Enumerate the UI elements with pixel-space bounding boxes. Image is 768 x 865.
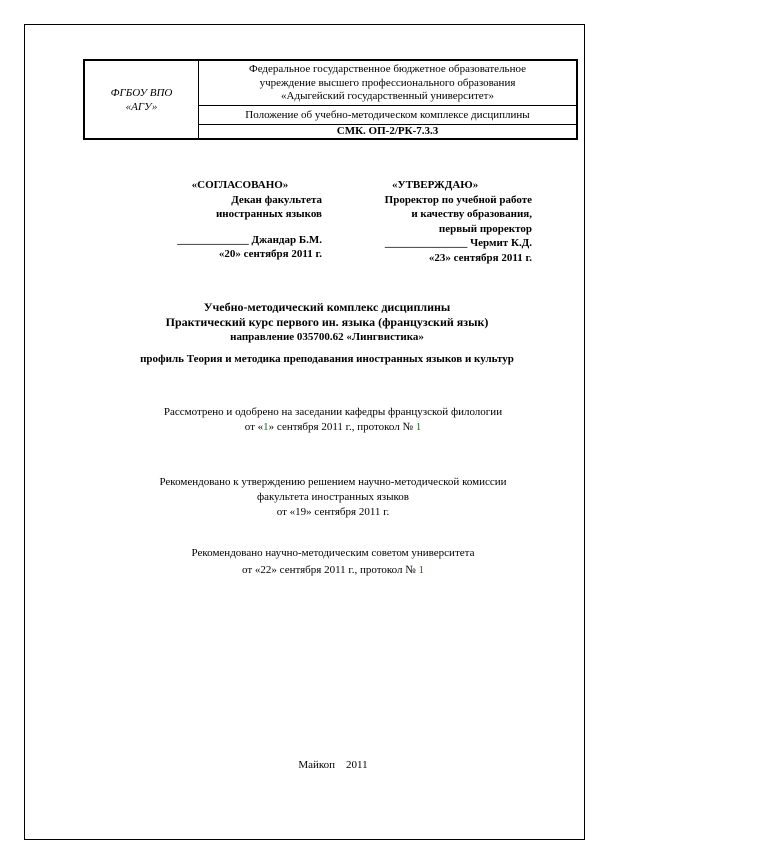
approved-line-1: Проректор по учебной работе [384, 193, 532, 206]
review-1-day: 1 [263, 421, 269, 433]
review-3-pre: от «22» сентября 2011 г., протокол № [242, 564, 419, 576]
approved-date: «23» сентября 2011 г. [428, 251, 532, 264]
review-1-line-1: Рассмотрено и одобрено на заседании кафедры французской филологии [163, 406, 503, 418]
title-line-4: профиль Теория и методика преподавания иностранных языков и культур [140, 353, 514, 365]
approved-line-2: и качеству образования, [411, 208, 532, 220]
review-3-line-1: Рекомендовано научно-методическим советом университета [191, 547, 475, 559]
review-3-line-2 [30, 563, 636, 577]
org-line-1: Федеральное государственное бюджетное образовательное [249, 63, 526, 75]
agreed-line-2: иностранных языков [215, 208, 322, 220]
header-abbrev-line2: «АГУ» [125, 100, 158, 113]
footer-city-year: Майкоп 2011 [298, 759, 368, 771]
header-org-name [199, 61, 576, 106]
approved-heading: «УТВЕРЖДАЮ» [392, 179, 479, 191]
title-line-1: Учебно-методический комплекс дисциплины [203, 300, 451, 314]
review-1-protocol: 1 [415, 421, 422, 433]
review-1-line-2 [30, 420, 636, 434]
header-doc-code: СМК. ОП-2/РК-7.3.3 [336, 125, 439, 137]
org-line-2: учреждение высшего профессионального образования [259, 76, 516, 89]
review-2-line-3: от «19» сентября 2011 г. [276, 506, 390, 518]
header-institution-abbrev [85, 61, 199, 138]
review-1-mid: » сентября 2011 г., протокол № [268, 421, 416, 433]
agreed-date: «20» сентября 2011 г. [218, 248, 322, 260]
header-table [83, 59, 578, 140]
approved-signature: _______________ Чермит К.Д. [384, 237, 532, 249]
header-regulation: Положение об учебно-методическом комплексе дисциплины [199, 107, 576, 125]
agreed-signature: _____________ Джандар Б.М. [177, 233, 322, 246]
title-line-2: Практический курс первого ин. языка (французский язык) [165, 315, 489, 329]
review-1-pre: от « [244, 421, 264, 433]
header-abbrev-line1: ФГБОУ ВПО [110, 86, 173, 99]
agreed-line-1: Декан факультета [231, 193, 322, 206]
header-details [199, 61, 576, 138]
approved-line-3: первый проректор [438, 222, 532, 235]
agreed-heading: «СОГЛАСОВАНО» [191, 179, 289, 191]
title-line-3: направление 035700.62 «Лингвистика» [230, 331, 424, 343]
org-line-3: «Адыгейский государственный университет» [281, 90, 494, 102]
approval-agreed-block [140, 178, 322, 262]
approval-approved-block [340, 178, 532, 265]
review-2-line-1: Рекомендовано к утверждению решением научно-методической комиссии [159, 476, 507, 488]
review-3-protocol: 1 [418, 564, 424, 576]
review-2-line-2: факультета иностранных языков [256, 491, 409, 503]
